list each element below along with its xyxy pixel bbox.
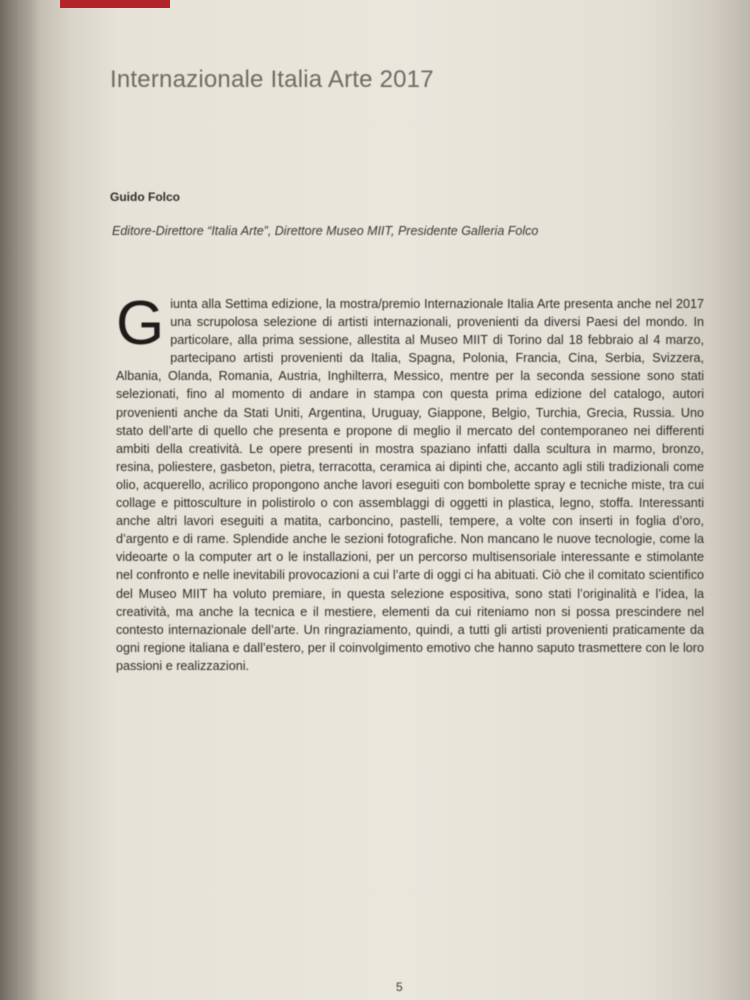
article-text: iunta alla Settima edizione, la mostra/premio Internazionale Italia Arte presenta anche nel 2017 una scrupolosa selezione di artisti internazionali, provenienti da diversi Paesi del mondo. In particolare, alla prima sessione, allestita al Museo MIIT di Torino dal 18 febbraio al 4 marzo, partecipano artisti provenienti da Italia, Spagna, Polonia, Francia, Cina, Serbia, Svizzera, Albania, Olanda, Romania, Austria, Inghilterra, Messico, mentre per la seconda sessione sono stati selezionati, fino al momento di andare in stampa con questa prima edizione del catalogo, autori provenienti anche da Stati Uniti, Argentina, Uruguay, Giappone, Belgio, Turchia, Grecia, Russia. Uno stato dell’arte di quello che presenta e propone di meglio il mercato del contemporaneo nei differenti ambiti della creatività. Le opere presenti in mostra spaziano infatti dalla scultura in marmo, bronzo, resina, poliestere, gasbeton, pietra, terracotta, ceramica ai dipinti che, accanto agli stili tradizionali come olio, acquerello, acrilico propongono anche lavori eseguiti con bombolette spray e tecniche miste, tra cui collage e pittosculture in polistirolo o con assemblaggi di oggetti in plastica, legno, stoffa. Interessanti anche altri lavori eseguiti a matita, carboncino, pastelli, tempere, a volte con inserti in foglia d’oro, d’argento e di rame. Splendide anche le sezioni fotografiche. Non mancano le nuove tecnologie, come la videoarte o la computer art o le installazioni, per un percorso multisensoriale interessante e stimolante nel confronto e nelle inevitabili provocazioni a cui l’arte di oggi ci ha abituati. Ciò che il comitato scientifico del Museo MIIT ha voluto premiare, in questa selezione espositiva, sono stati l’originalità e l’idea, la creatività, ma anche la tecnica e il mestiere, elementi da cui riteniamo non si possa prescindere nel contesto internazionale dell’arte. Un ringraziamento, quindi, a tutti gli artisti provenienti praticamente da ogni regione italiana e dall’estero, per il coinvolgimento emotivo che hanno saputo trasmettere con le loro passioni e realizzazioni. [116,297,704,673]
author-name: Guido Folco [110,190,180,204]
article-body [116,289,704,675]
page-title: Internazionale Italia Arte 2017 [110,66,434,93]
author-role: Editore-Direttore “Italia Arte”, Direttore Museo MIIT, Presidente Galleria Folco [112,224,539,238]
page-number: 5 [396,980,403,994]
drop-cap: G [116,289,165,358]
